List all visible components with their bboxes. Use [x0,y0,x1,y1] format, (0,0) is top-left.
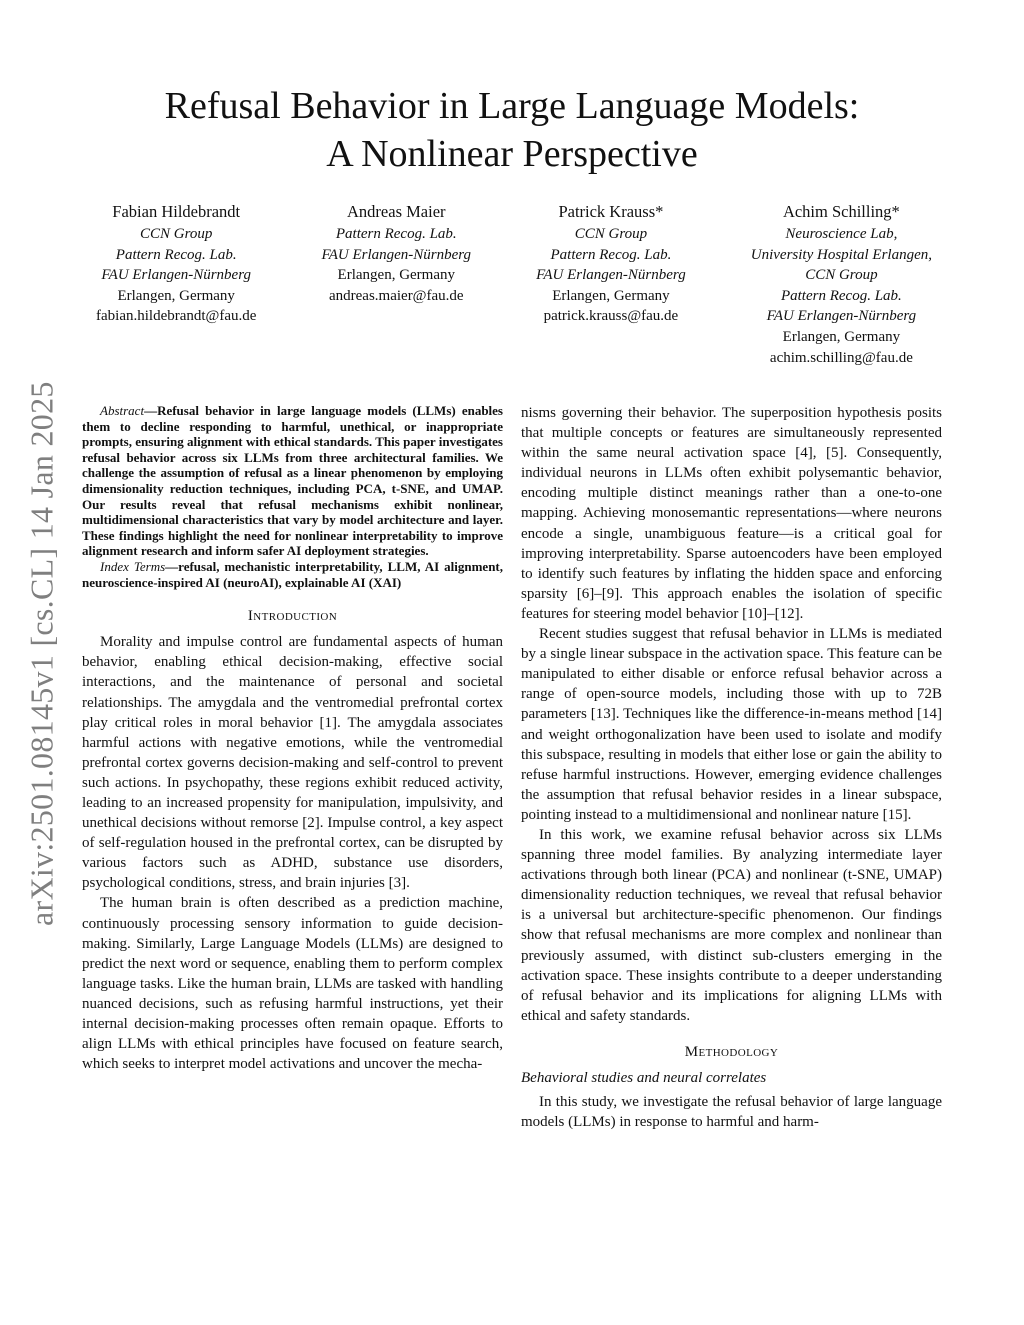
arxiv-identifier-stamp: arXiv:2501.08145v1 [cs.CL] 14 Jan 2025 [23,381,60,927]
author-email: andreas.maier@fau.de [328,287,464,304]
title-line-2: A Nonlinear Perspective [326,133,698,175]
title-line-1: Refusal Behavior in Large Language Models: [164,85,860,127]
author-affiliation: Neuroscience Lab, [785,226,898,242]
author-4 [751,200,932,368]
subsection-heading-behavioral-studies: Behavioral studies and neural correlates [521,1070,767,1086]
author-location: Erlangen, Germany [552,287,670,304]
section-heading-introduction: Introduction [247,608,338,625]
author-1 [96,200,256,368]
author-location: Erlangen, Germany [337,267,455,284]
author-affiliation: CCN Group [805,267,878,284]
author-email: achim.schilling@fau.de [769,349,913,366]
abstract [82,403,503,559]
author-location: Erlangen, Germany [782,328,901,345]
intro-paragraph-1: Morality and impulse control are fundamental aspects of human behavior, enabling ethical decision-making, effective social interactions, and the maintenance of personal and societal relationships. The amygdala and the ventromedial prefrontal cortex play critical roles in moral behavior [1]. The amygdala associates harmful actions with negative emotions, while the ventromedial prefrontal cortex governs decision-making and self-control to prevent such actions. In psychopathy, these regions exhibit reduced activity, leading to an increased propensity for manipulation, impulsivity, and unethical decisions without remorse [2]. Impulse control, a key aspect of self-regulation housed in the prefrontal cortex, can be disrupted by various factors such as ADHD, substance use disorders, psychological conditions, stress, and brain injuries [3]. [82,634,503,892]
index-terms-text: —refusal, mechanistic interpretability, LLM, AI alignment, neuroscience-inspired AI (neuroAI), explainable AI (XAI) [82,558,504,590]
intro-paragraph-2: The human brain is often described as a prediction machine, continuously processing sensory information to guide decision-making. Similarly, Large Language Models (LLMs) are designed to predict the next word or sequence, enabling them to perform complex language tasks. Like the human brain, LLMs are tasked with handling nuanced decisions, such as refusing harmful instructions, yet their internal decision-making processes often remain opaque. Efforts to align LLMs with ethical principles have focused on feature search, which seeks to interpret model activations and uncover the mecha- [82,895,503,1073]
author-name: Patrick Krauss* [558,202,664,221]
intro-paragraph-4: In this work, we examine refusal behavior across six LLMs spanning three model families. By analyzing intermediate layer activations through both linear (PCA) and nonlinear (t-SNE, UMAP) dimensionality reduction techniques, we reveal that refusal behavior is a universal but architecture-specific phenomenon. Our findings show that refusal mechanisms are more complex and nonlinear than previously assumed, with distinct sub-clusters emerging in the activation space. These insights contribute to a deeper understanding of refusal behavior and its implications for aligning LLMs with ethical and safety standards. [521,826,942,1024]
author-affiliation: CCN Group [574,226,648,242]
abstract-label: Abstract [100,403,145,418]
paper-title [0,82,1024,178]
author-affiliation: Pattern Recog. Lab. [115,246,237,263]
author-email: fabian.hildebrandt@fau.de [96,308,257,325]
author-block [96,200,932,368]
index-terms [82,559,503,590]
author-affiliation: Pattern Recog. Lab. [335,226,457,242]
author-affiliation: FAU Erlangen-Nürnberg [101,267,251,284]
section-heading-methodology: Methodology [684,1043,779,1060]
author-affiliation: University Hospital Erlangen, [750,246,932,263]
author-3 [536,200,686,368]
author-name: Fabian Hildebrandt [112,202,241,221]
author-email: patrick.krauss@fau.de [543,308,679,325]
author-affiliation: FAU Erlangen-Nürnberg [321,246,472,263]
right-column [521,403,942,1132]
left-column [82,403,503,1074]
author-affiliation: Pattern Recog. Lab. [550,246,672,263]
index-terms-label: Index Terms [100,558,166,574]
author-affiliation: FAU Erlangen-Nürnberg [766,308,917,325]
author-location: Erlangen, Germany [117,287,235,304]
abstract-text: —Refusal behavior in large language models (LLMs) enables them to decline responding to harmful, unethical, or inappropriate prompts, ensuring alignment with ethical standards. This paper investigates refusal behavior across six LLMs from three architectural families. We challenge the assumption of refusal as a linear phenomenon by employing dimensionality reduction techniques, including PCA, t-SNE, and UMAP. Our results reveal that refusal mechanisms exhibit nonlinear, multidimensional characteristics that vary by model architecture and layer. These findings highlight the need for nonlinear interpretability to improve alignment research and inform safer AI deployment strategies. [82,403,503,559]
author-affiliation: CCN Group [140,226,213,242]
author-name: Andreas Maier [347,202,446,221]
author-affiliation: Pattern Recog. Lab. [780,287,902,304]
methodology-paragraph-1: In this study, we investigate the refusal behavior of large language models (LLMs) in response to harmful and harm- [521,1094,942,1131]
intro-paragraph-3: Recent studies suggest that refusal behavior in LLMs is mediated by a single linear subspace in the activation space. This feature can be manipulated to either disable or enforce refusal behavior across a range of open-source models, including those with up to 72B parameters [13]. Techniques like the difference-in-means method [14] and weight orthogonalization have been used to isolate and modify this subspace, resulting in models that either lose or gain the ability to refuse harmful instructions. However, emerging evidence challenges the assumption that refusal behavior resides in a linear subspace, pointing instead to a multidimensional and nonlinear nature [15]. [521,626,942,823]
intro-paragraph-2-continued: nisms governing their behavior. The superposition hypothesis posits that multiple concepts or features are simultaneously represented within the same neural activation space [4], [5]. Consequently, individual neurons in LLMs often exhibit polysemantic behavior, encoding multiple distinct meanings rather than a one-to-one mapping. Achieving monosemantic representations—where neurons encode a single, unambiguous feature—is a critical goal for improving interpretability. Sparse autoencoders have been employed to identify such features by inflating the hidden space and enforcing sparsity [6]–[9]. This approach enables the isolation of specific features for steering model behavior [10]–[12]. [521,405,942,622]
author-2 [321,200,471,368]
author-name: Achim Schilling* [782,202,900,221]
author-affiliation: FAU Erlangen-Nürnberg [536,267,686,284]
